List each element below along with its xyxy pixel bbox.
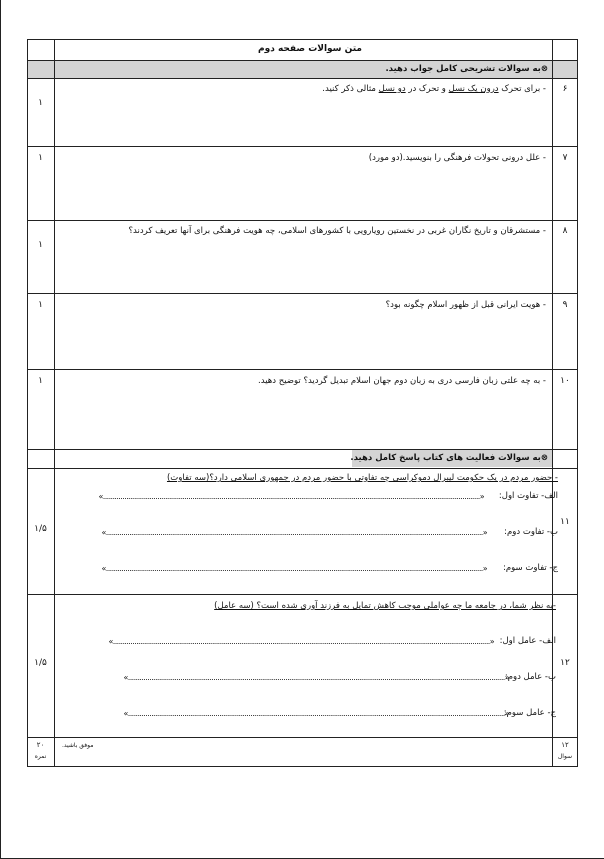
question-text: - حضور مردم در یک حکومت لیبرال دموکراسی چه تفاوتی با حضور مردم در جمهوری اسلامی دارد؟(سه تفاوت) xyxy=(166,473,558,483)
question-text: -به نظر شما، در جامعه ما چه عواملی موجب کاهش تمایل به فرزند آوری شده است؟ (سه عامل) xyxy=(214,601,556,611)
answer-line[interactable]: «..................................................................................................................................................................................................» xyxy=(108,637,494,646)
question-score: ۱ xyxy=(38,153,43,163)
score-label: نمره xyxy=(34,753,47,760)
answer-label: ب- عامل دوم: xyxy=(504,672,556,682)
question-number: ۷ xyxy=(562,153,568,163)
question-text: - علل درونی تحولات فرهنگی را بنویسید.(دو مورد) xyxy=(368,153,546,163)
answer-line[interactable]: «..................................................................................................................................................................................................» xyxy=(123,673,509,682)
answer-label: ب- تفاوت دوم: xyxy=(504,527,558,537)
rule xyxy=(27,369,578,370)
answer-label: الف- تفاوت اول: xyxy=(498,491,558,501)
rule xyxy=(27,594,578,595)
question-number: ۱۲ xyxy=(560,658,570,668)
rule xyxy=(27,449,578,450)
answer-line[interactable]: «..................................................................................................................................................................................................» xyxy=(123,709,509,718)
rule xyxy=(27,468,578,469)
question-score: ۱ xyxy=(38,376,43,386)
question-text: - به چه علتی زبان فارسی دری به زبان دوم جهان اسلام تبدیل گردید؟ توضیح دهید. xyxy=(258,376,546,386)
rule xyxy=(27,220,578,221)
rule xyxy=(27,146,578,147)
question-number: ۱۰ xyxy=(560,376,570,386)
answer-label: ج- تفاوت سوم: xyxy=(503,563,558,573)
question-number: ۱۱ xyxy=(560,517,570,527)
answer-line[interactable]: «..................................................................................................................................................................................................» xyxy=(98,492,484,501)
answer-line[interactable]: «..................................................................................................................................................................................................» xyxy=(101,564,487,573)
footer-message: موفق باشید. xyxy=(62,742,94,749)
section2-heading: ⊗به سوالات فعالیت های کتاب پاسخ کامل دهید. xyxy=(350,453,548,463)
question-score: ۱ xyxy=(38,98,43,108)
question-text: - برای تحرک درون یک نسل و تحرک در دو نسل مثالی ذکر کنید. xyxy=(322,84,546,94)
rule-bottom xyxy=(27,766,578,767)
question-number: ۶ xyxy=(562,84,568,94)
question-text: - هویت ایرانی قبل از ظهور اسلام چگونه بود؟ xyxy=(385,300,546,310)
rule xyxy=(27,78,578,79)
page-title: متن سوالات صفحه دوم xyxy=(258,44,362,54)
question-number: ۹ xyxy=(562,300,568,310)
question-score: ۱/۵ xyxy=(34,658,47,668)
answer-line[interactable]: «..................................................................................................................................................................................................» xyxy=(101,528,487,537)
answer-label: الف- عامل اول: xyxy=(499,636,556,646)
total-score: ۲۰ xyxy=(36,741,45,749)
question-count: ۱۲ xyxy=(561,741,569,749)
question-score: ۱ xyxy=(38,240,43,250)
rule xyxy=(27,737,578,738)
rule xyxy=(27,293,578,294)
col-line xyxy=(54,39,55,767)
answer-label: ج- عامل سوم: xyxy=(503,708,556,718)
question-text: - مستشرقان و تاریخ نگاران غربی در نخستین رویارویی با کشورهای اسلامی، چه هویت فرهنگی برای آنها تعریف کردند؟ xyxy=(128,226,546,236)
rule-top xyxy=(27,39,578,40)
rule xyxy=(27,60,578,61)
question-score: ۱/۵ xyxy=(34,524,47,534)
question-number: ۸ xyxy=(562,226,568,236)
question-score: ۱ xyxy=(38,300,43,310)
question-count-label: سوال xyxy=(557,753,573,760)
section1-heading: ⊗به سوالات تشریحی کامل جواب دهید. xyxy=(385,64,548,74)
